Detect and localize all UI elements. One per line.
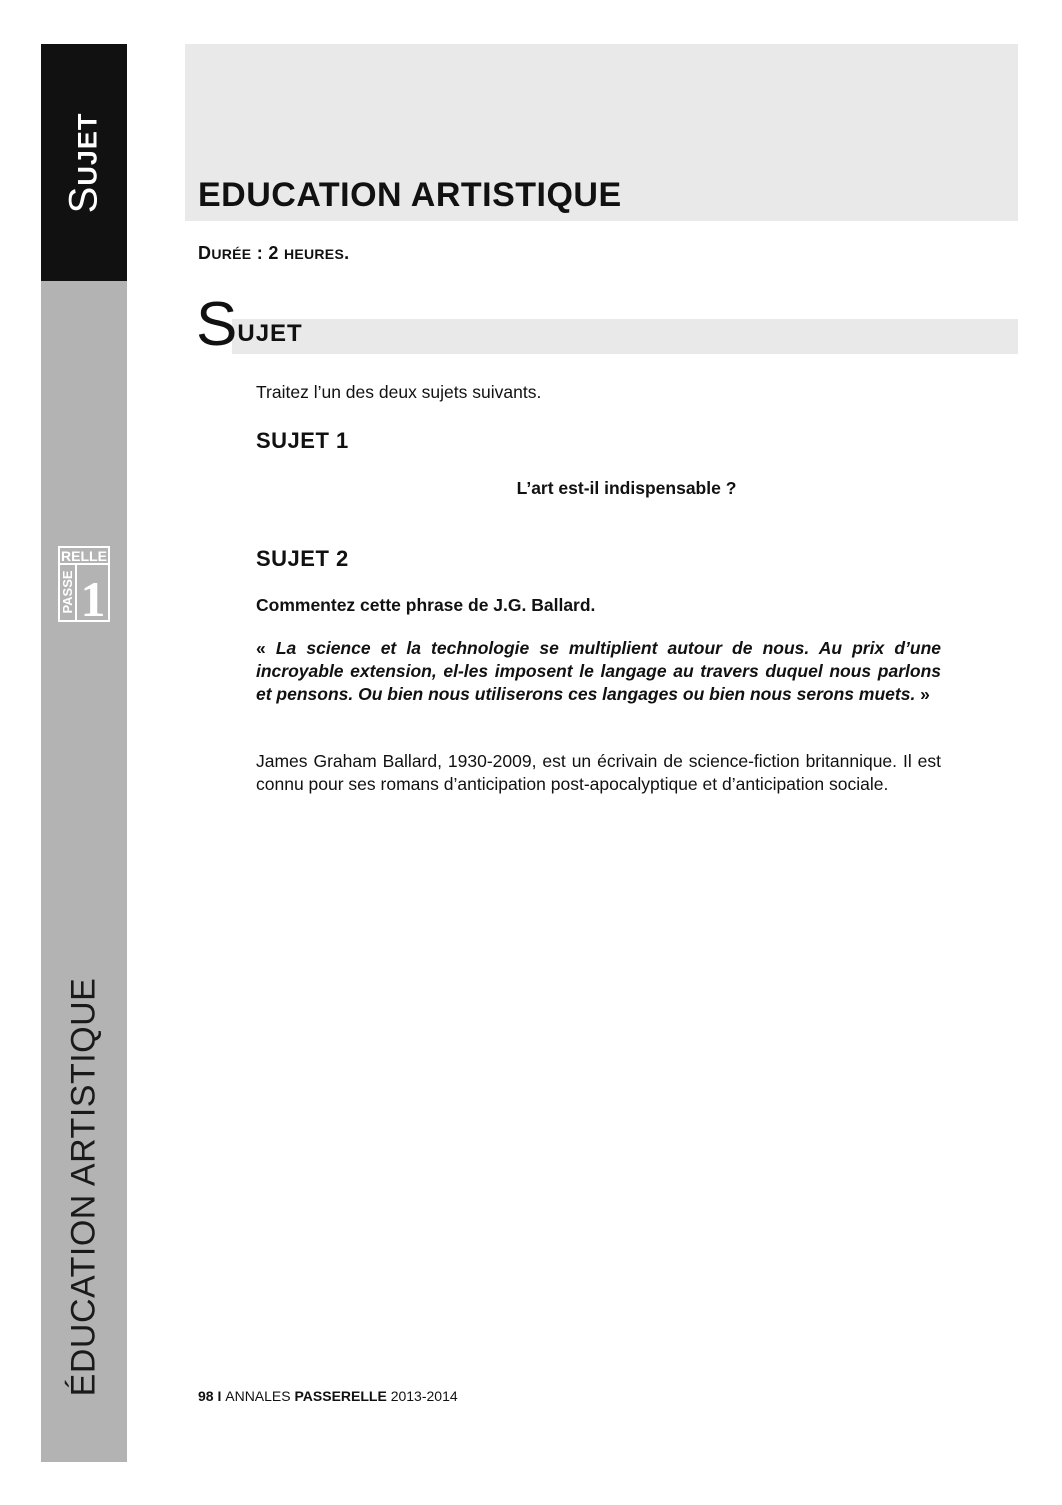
author-bio: James Graham Ballard, 1930-2009, est un écrivain de science-fiction britannique. Il est connu pour ses romans d’anticipation post-apocalyptique et d’anticipation sociale. [256,751,941,794]
duration-line: DURÉE : 2 HEURES. [198,243,350,263]
sidebar-subject-label: ÉDUCATION ARTISTIQUE [64,977,103,1397]
page-title: EDUCATION ARTISTIQUE [198,176,622,214]
subject-2-heading: SUJET 2 [256,546,349,571]
subject-2-instruction: Commentez cette phrase de J.G. Ballard. [256,595,596,615]
logo-side-text: PASSE [60,570,75,614]
subject-1-question: L’art est-il indispensable ? [516,478,737,498]
intro-text: Traitez l’un des deux sujets suivants. [256,382,542,402]
page-footer: 98 I ANNALES PASSERELLE 2013-2014 [198,1388,458,1404]
section-title: SUJET [196,290,303,359]
sidebar-section-label: SUJET [61,112,106,214]
logo-number: 1 [80,571,106,622]
logo-top-text: RELLE [61,548,107,564]
ballard-quote: « La science et la technologie se multiplient autour de nous. Au prix d’une incroyable extension, el-les imposent le langage au travers duquel nous parlons et pensons. Ou bien nous utiliserons ces langages ou bien nous serons muets. » [256,638,941,704]
subject-1-heading: SUJET 1 [256,428,349,453]
passerelle-logo [58,546,110,622]
section-band [232,319,1018,354]
